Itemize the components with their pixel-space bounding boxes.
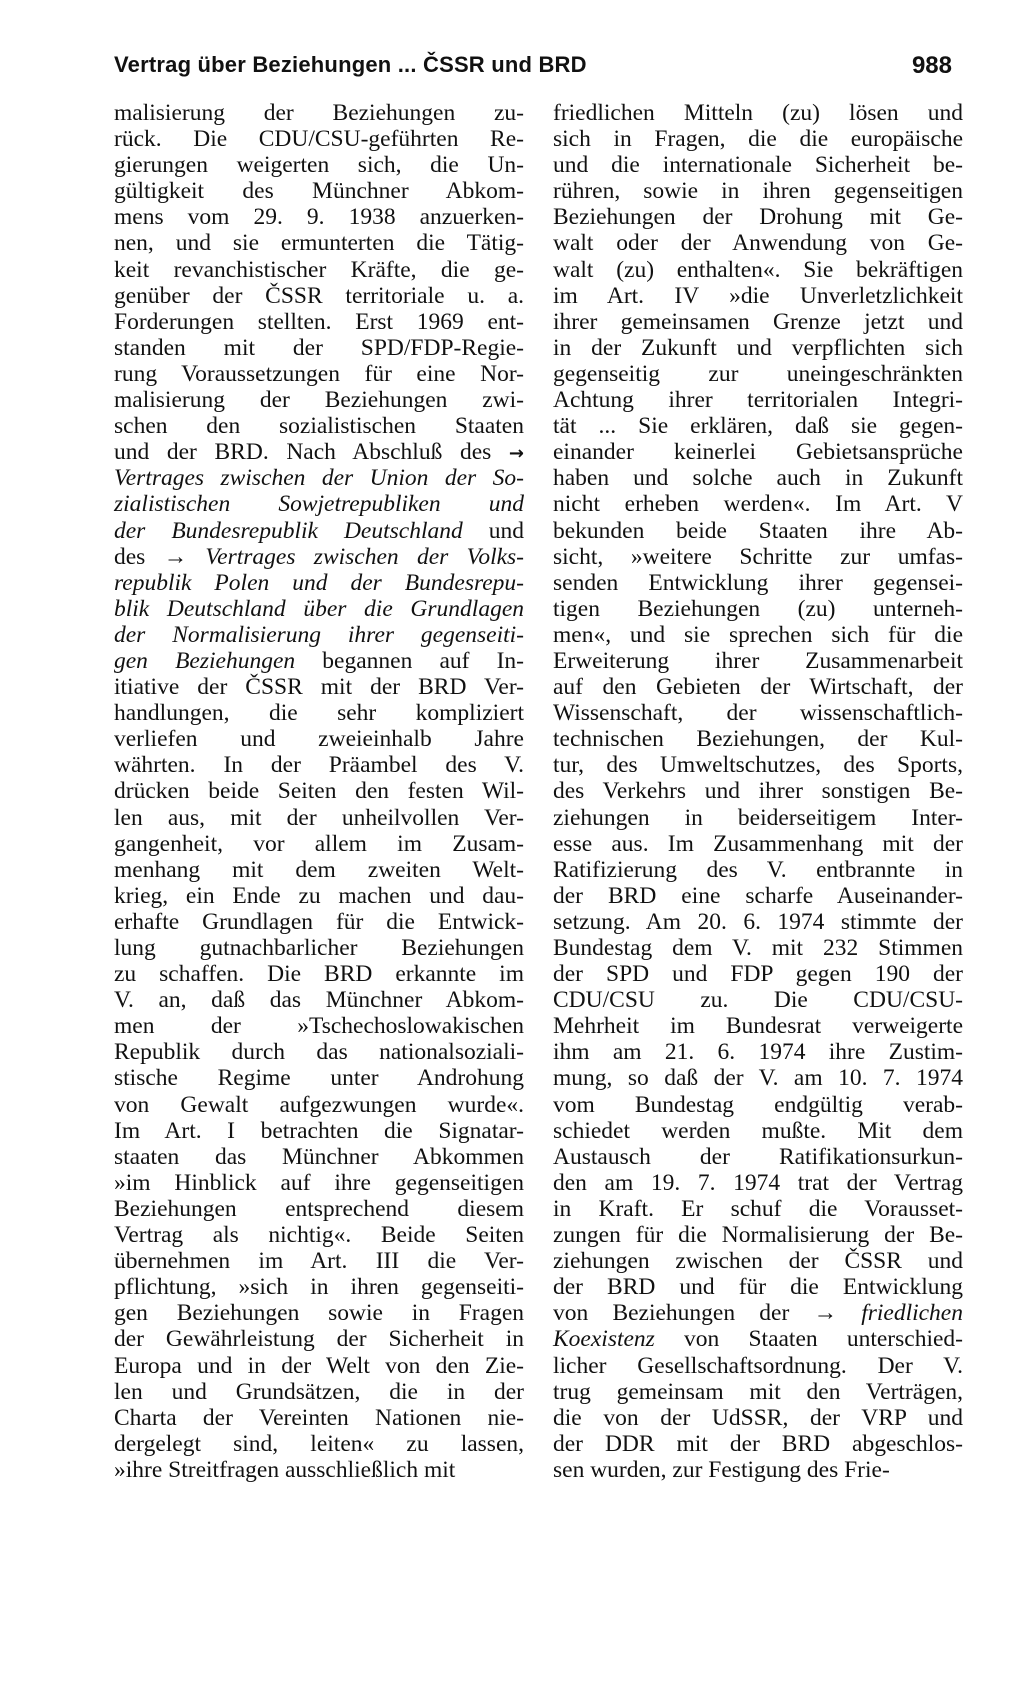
text-line: malisierung der Beziehungen zu- — [114, 100, 524, 126]
text-line: von Beziehungen der → friedlichen — [553, 1300, 963, 1327]
text-line: rung Voraussetzungen für eine Nor- — [114, 360, 524, 387]
text-line: Forderungen stellten. Erst 1969 ent- — [114, 308, 524, 335]
text-line: ihm am 21. 6. 1974 ihre Zustim- — [553, 1039, 963, 1066]
text-line: Republik durch das nationalsoziali- — [114, 1039, 524, 1066]
text-line: in der Zukunft und verpflichten sich — [553, 334, 963, 361]
text-line: im Art. IV »die Unverletzlichkeit — [553, 282, 963, 309]
text-line: technischen Beziehungen, der Kul- — [553, 726, 963, 753]
text-line: V. an, daß das Münchner Abkom- — [114, 987, 524, 1014]
text-line: der SPD und FDP gegen 190 der — [553, 961, 963, 988]
text-line: »im Hinblick auf ihre gegenseitigen — [114, 1169, 524, 1196]
text-line: licher Gesellschaftsordnung. Der V. — [553, 1352, 963, 1379]
text-line: bekunden beide Staaten ihre Ab- — [553, 517, 963, 544]
text-line: des → Vertrages zwischen der Volks- — [114, 543, 524, 570]
text-line: in Kraft. Er schuf die Vorausset- — [553, 1195, 963, 1222]
text-line: sen wurden, zur Festigung des Frie- — [553, 1456, 890, 1483]
text-line: Im Art. I betrachten die Signatar- — [114, 1117, 524, 1144]
text-line: blik Deutschland über die Grundlagen — [114, 595, 524, 622]
text-line: senden Entwicklung ihrer gegensei- — [553, 569, 963, 596]
text-line: drücken beide Seiten den festen Wil- — [114, 778, 524, 805]
text-line: len aus, mit der unheilvollen Ver- — [114, 804, 524, 831]
text-line: der Gewährleistung der Sicherheit in — [114, 1326, 524, 1353]
text-line: schiedet werden mußte. Mit dem — [553, 1117, 963, 1144]
text-line: men der »Tschechoslowakischen — [114, 1013, 524, 1040]
text-line: ziehungen zwischen der ČSSR und — [553, 1248, 963, 1275]
text-line: dergelegt sind, leiten« zu lassen, — [114, 1430, 524, 1457]
text-line: walt (zu) enthalten«. Sie bekräftigen — [553, 256, 963, 283]
text-line: der DDR mit der BRD abgeschlos- — [553, 1430, 963, 1457]
text-line: esse aus. Im Zusammenhang mit der — [553, 830, 963, 857]
text-line: Europa und in der Welt von den Zie- — [114, 1352, 524, 1379]
text-line: mung, so daß der V. am 10. 7. 1974 — [553, 1065, 963, 1092]
text-line: währten. In der Präambel des V. — [114, 752, 524, 779]
text-line: stische Regime unter Androhung — [114, 1065, 524, 1092]
text-line: Erweiterung ihrer Zusammenarbeit — [553, 647, 963, 674]
text-line: übernehmen im Art. III die Ver- — [114, 1248, 524, 1275]
text-line: der Bundesrepublik Deutschland und — [114, 517, 525, 544]
text-line: tur, des Umweltschutzes, des Sports, — [553, 752, 963, 779]
text-line: verliefen und zweieinhalb Jahre — [114, 726, 524, 753]
text-line: men«, und sie sprechen sich für die — [553, 621, 963, 648]
page-header — [114, 52, 952, 88]
text-line: der Normalisierung ihrer gegenseiti- — [114, 621, 524, 648]
text-line: Vertrag als nichtig«. Beide Seiten — [114, 1222, 524, 1249]
text-line: trug gemeinsam mit den Verträgen, — [553, 1378, 963, 1405]
text-line: »ihre Streitfragen ausschließlich mit — [114, 1456, 456, 1483]
text-line: gangenheit, vor allem im Zusam- — [114, 830, 524, 857]
text-line: gegenseitig zur uneingeschränkten — [553, 360, 963, 387]
text-line: und die internationale Sicherheit be- — [553, 152, 963, 179]
text-line: menhang mit dem zweiten Welt- — [114, 856, 524, 883]
text-line: malisierung der Beziehungen zwi- — [114, 387, 524, 414]
text-line: ihrer gemeinsamen Grenze jetzt und — [553, 308, 963, 335]
text-line: Vertrages zwischen der Union der So- — [114, 465, 524, 492]
text-line: zu schaffen. Die BRD erkannte im — [114, 961, 524, 988]
text-line: Charta der Vereinten Nationen nie- — [114, 1404, 524, 1431]
running-head: Vertrag über Beziehungen ... ČSSR und BRD — [114, 52, 587, 77]
left-column — [114, 100, 524, 1483]
text-line: zungen für die Normalisierung der Be- — [553, 1222, 963, 1249]
text-line: gierungen weigerten sich, die Un- — [114, 152, 524, 179]
text-line: Beziehungen entsprechend diesem — [114, 1195, 524, 1222]
text-line: Beziehungen der Drohung mit Ge- — [553, 204, 963, 231]
text-line: Mehrheit im Bundesrat verweigerte — [553, 1013, 963, 1040]
text-line: ziehungen in beiderseitigem Inter- — [553, 804, 963, 831]
text-line: vom Bundestag endgültig verab- — [553, 1091, 963, 1118]
text-line: Wissenschaft, der wissenschaftlich- — [553, 700, 963, 727]
text-line: krieg, ein Ende zu machen und dau- — [114, 882, 524, 909]
text-line: von Gewalt aufgezwungen wurde«. — [114, 1091, 524, 1118]
text-line: gen Beziehungen sowie in Fragen — [114, 1300, 524, 1327]
text-line: tät ... Sie erklären, daß sie gegen- — [553, 413, 963, 440]
text-line: rück. Die CDU/CSU-geführten Re- — [114, 126, 524, 153]
right-column — [553, 100, 963, 1483]
text-line: Koexistenz von Staaten unterschied- — [553, 1326, 963, 1353]
text-line: genüber der ČSSR territoriale u. a. — [114, 282, 524, 309]
text-line: der BRD und für die Entwicklung — [553, 1274, 963, 1301]
text-line: einander keinerlei Gebietsansprüche — [553, 439, 963, 466]
text-line: lung gutnachbarlicher Beziehungen — [114, 935, 524, 961]
text-line: len und Grundsätzen, die in der — [114, 1378, 524, 1405]
text-line: republik Polen und der Bundesrepu- — [114, 569, 524, 596]
text-line: pflichtung, »sich in ihren gegenseiti- — [114, 1274, 524, 1301]
text-line: gen Beziehungen begannen auf In- — [114, 647, 524, 674]
text-line: standen mit der SPD/FDP-Regie- — [114, 334, 524, 361]
text-line: tigen Beziehungen (zu) unterneh- — [553, 595, 963, 622]
text-line: schen den sozialistischen Staaten — [114, 413, 524, 440]
text-line: die von der UdSSR, der VRP und — [553, 1404, 963, 1431]
text-line: Austausch der Ratifikationsurkun- — [553, 1143, 963, 1170]
text-line: gültigkeit des Münchner Abkom- — [114, 178, 524, 205]
text-line: keit revanchistischer Kräfte, die ge- — [114, 256, 524, 283]
text-line: itiative der ČSSR mit der BRD Ver- — [114, 674, 524, 701]
text-line: der BRD eine scharfe Auseinander- — [553, 882, 963, 909]
text-line: sicht, »weitere Schritte zur umfas- — [553, 543, 963, 570]
page-number: 988 — [911, 52, 952, 79]
text-line: rühren, sowie in ihren gegenseitigen — [553, 178, 963, 205]
text-line: auf den Gebieten der Wirtschaft, der — [553, 674, 963, 701]
text-line: handlungen, die sehr kompliziert — [114, 700, 524, 727]
text-line: erhafte Grundlagen für die Entwick- — [114, 908, 524, 935]
text-line: zialistischen Sowjetrepubliken und — [114, 491, 524, 518]
text-line: nen, und sie ermunterten die Tätig- — [114, 230, 524, 257]
text-line: haben und solche auch in Zukunft — [553, 465, 963, 492]
text-line: Achtung ihrer territorialen Integri- — [553, 387, 963, 414]
text-line: staaten das Münchner Abkommen — [114, 1143, 524, 1170]
text-line: friedlichen Mitteln (zu) lösen und — [553, 100, 963, 126]
text-line: CDU/CSU zu. Die CDU/CSU- — [553, 987, 963, 1014]
text-line: des Verkehrs und ihrer sonstigen Be- — [553, 778, 963, 805]
text-line: sich in Fragen, die die europäische — [553, 126, 963, 153]
text-line: den am 19. 7. 1974 trat der Vertrag — [553, 1169, 963, 1196]
text-line: mens vom 29. 9. 1938 anzuerken- — [114, 204, 524, 231]
text-line: walt oder der Anwendung von Ge- — [553, 230, 963, 257]
text-line: und der BRD. Nach Abschluß des → — [114, 439, 524, 466]
text-line: Bundestag dem V. mit 232 Stimmen — [553, 935, 963, 961]
text-line: setzung. Am 20. 6. 1974 stimmte der — [553, 908, 963, 935]
text-line: Ratifizierung des V. entbrannte in — [553, 856, 963, 883]
text-line: nicht erheben werden«. Im Art. V — [553, 491, 963, 518]
